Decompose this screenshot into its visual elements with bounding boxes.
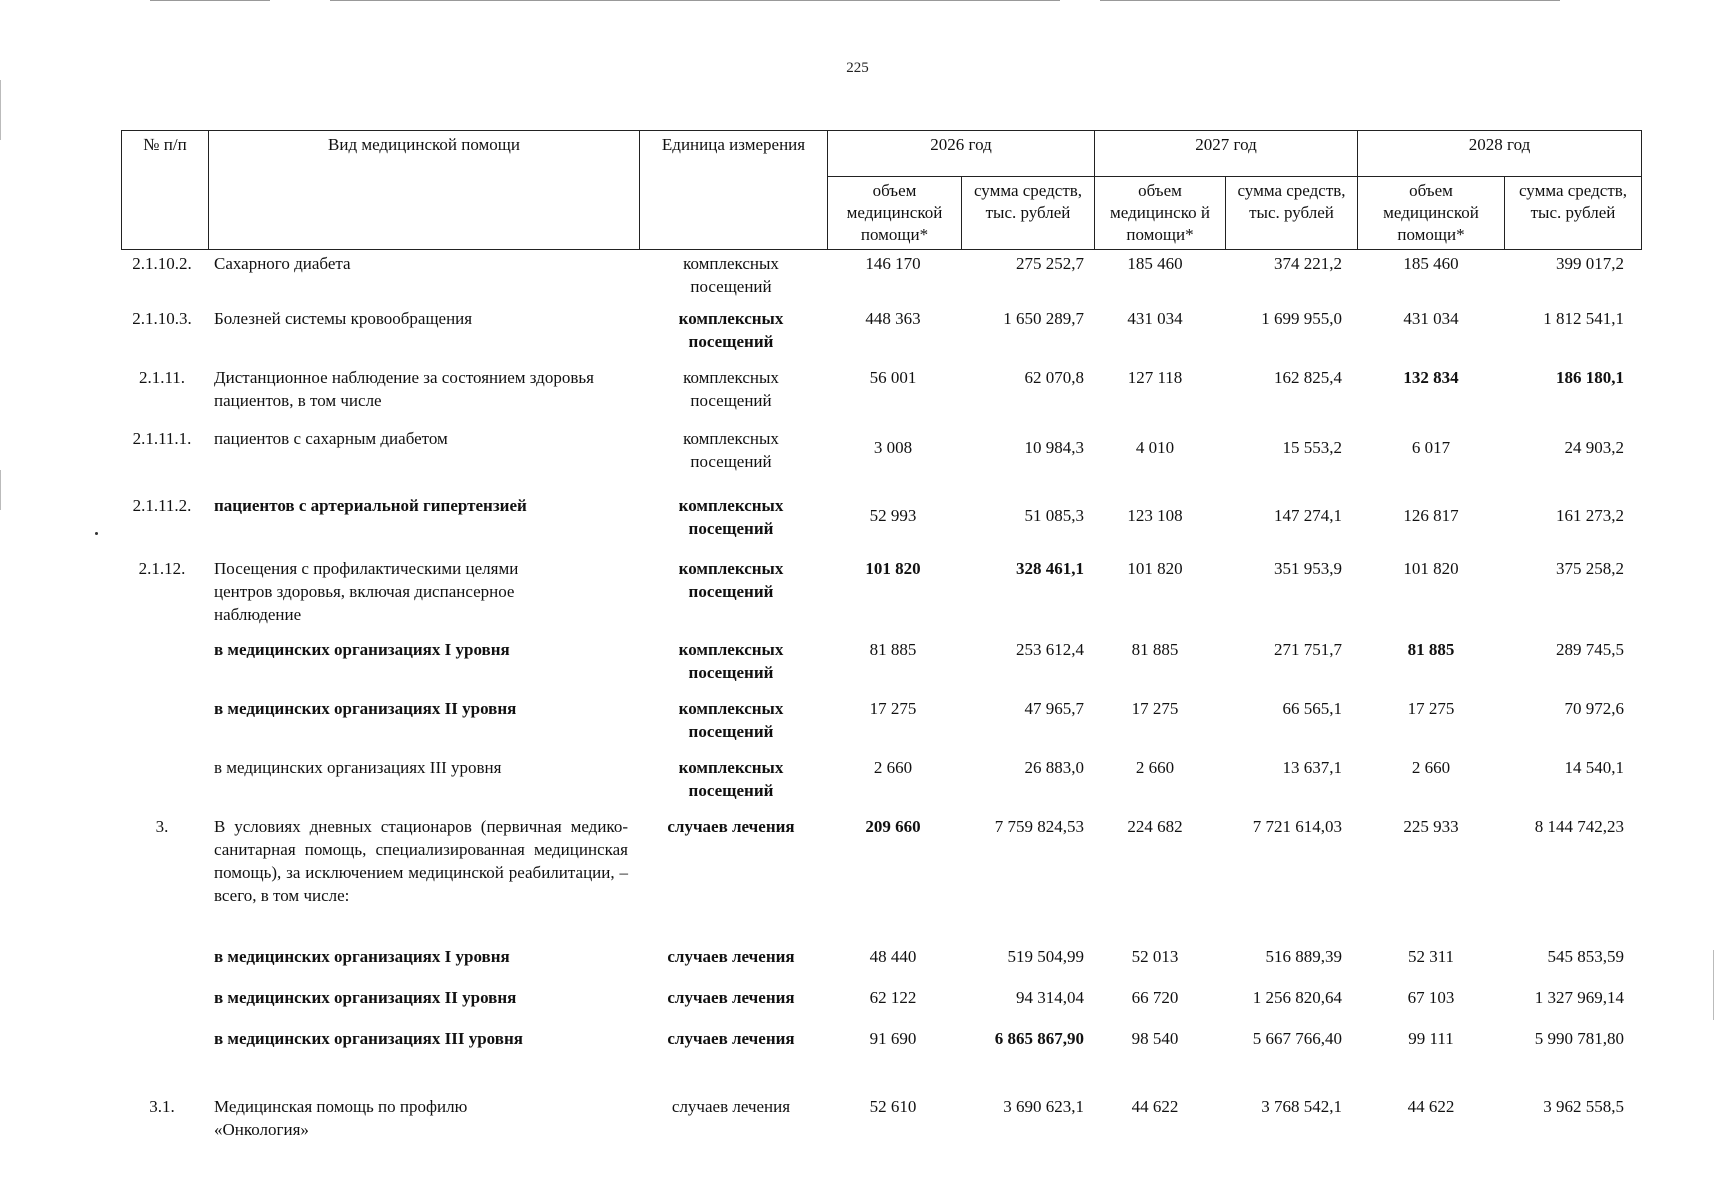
volume-2026: 52 610: [869, 1097, 917, 1116]
volume-2026: 209 660: [865, 817, 921, 836]
sum-2027: 516 889,39: [1265, 947, 1342, 966]
volume-2026: 2 660: [873, 758, 913, 777]
row-name: в медицинских организациях I уровня: [214, 640, 510, 659]
sum-2027: 271 751,7: [1274, 640, 1342, 659]
sum-2027: 1 699 955,0: [1261, 309, 1342, 328]
row-unit: случаев лечения: [667, 947, 795, 966]
row-name: Медицинская помощь по профилю «Онкология»: [214, 1097, 468, 1139]
sum-2028: 70 972,6: [1564, 699, 1624, 718]
volume-2027: 127 118: [1127, 368, 1183, 387]
sum-2026: 275 252,7: [1016, 254, 1084, 273]
sum-2026: 26 883,0: [1024, 758, 1084, 777]
volume-2026: 101 820: [865, 559, 921, 578]
volume-2026: 3 008: [873, 438, 913, 457]
sum-2027: 5 667 766,40: [1252, 1029, 1342, 1048]
row-name: в медицинских организациях II уровня: [214, 699, 517, 718]
volume-2028: 17 275: [1407, 699, 1455, 718]
volume-2026: 81 885: [869, 640, 917, 659]
sum-2027: 15 553,2: [1282, 438, 1342, 457]
volume-2027: 44 622: [1131, 1097, 1179, 1116]
sum-2026: 7 759 824,53: [994, 817, 1084, 836]
row-number: 3.1.: [149, 1097, 175, 1116]
volume-2027: 81 885: [1131, 640, 1179, 659]
row-number: 2.1.12.: [138, 559, 186, 578]
sum-2028: 1 327 969,14: [1534, 988, 1624, 1007]
sum-2028: 399 017,2: [1556, 254, 1624, 273]
row-number: 2.1.10.2.: [132, 254, 192, 273]
volume-2027: 185 460: [1127, 254, 1183, 273]
row-name: в медицинских организациях II уровня: [214, 988, 517, 1007]
scan-dot: [95, 532, 98, 535]
volume-2026: 146 170: [865, 254, 921, 273]
volume-2028: 44 622: [1407, 1097, 1455, 1116]
header-volume: объем медицинско й помощи*: [1095, 177, 1226, 250]
page-number: 225: [846, 60, 869, 76]
sum-2026: 51 085,3: [1024, 506, 1084, 525]
volume-2027: 4 010: [1135, 438, 1175, 457]
sum-2028: 14 540,1: [1564, 758, 1624, 777]
sum-2027: 66 565,1: [1282, 699, 1342, 718]
right-margin-mark: [1713, 950, 1714, 1020]
sum-2028: 1 812 541,1: [1543, 309, 1624, 328]
sum-2026: 62 070,8: [1024, 368, 1084, 387]
volume-2028: 81 885: [1407, 640, 1455, 659]
volume-2028: 99 111: [1408, 1029, 1454, 1048]
header-sum: сумма средств, тыс. рублей: [962, 177, 1095, 250]
sum-2028: 5 990 781,80: [1534, 1029, 1624, 1048]
volume-2028: 2 660: [1411, 758, 1451, 777]
sum-2027: 1 256 820,64: [1252, 988, 1342, 1007]
volume-2028: 101 820: [1403, 559, 1459, 578]
sum-2028: 545 853,59: [1547, 947, 1624, 966]
volume-2026: 91 690: [869, 1029, 917, 1048]
row-unit: комплексных посещений: [683, 254, 779, 296]
volume-2028: 431 034: [1403, 309, 1459, 328]
left-margin-mark: [0, 470, 1, 510]
sum-2026: 328 461,1: [1016, 559, 1084, 578]
volume-2026: 48 440: [869, 947, 917, 966]
sum-2028: 3 962 558,5: [1543, 1097, 1624, 1116]
volume-2027: 123 108: [1127, 506, 1183, 525]
volume-2027: 52 013: [1131, 947, 1179, 966]
row-number: 2.1.10.3.: [132, 309, 192, 328]
sum-2027: 162 825,4: [1274, 368, 1342, 387]
volume-2028: 67 103: [1407, 988, 1455, 1007]
volume-2027: 431 034: [1127, 309, 1183, 328]
header-kind: Вид медицинской помощи: [209, 131, 640, 250]
sum-2026: 253 612,4: [1016, 640, 1084, 659]
row-number: 2.1.11.2.: [132, 496, 192, 515]
volume-2026: 52 993: [869, 506, 917, 525]
row-name: Болезней системы кровообращения: [214, 309, 473, 328]
sum-2027: 3 768 542,1: [1261, 1097, 1342, 1116]
row-unit: случаев лечения: [667, 988, 795, 1007]
row-name: пациентов с артериальной гипертензией: [214, 496, 527, 515]
sum-2026: 1 650 289,7: [1003, 309, 1084, 328]
top-scan-line: [330, 0, 1060, 1]
row-name: пациентов с сахарным диабетом: [214, 429, 448, 448]
left-margin-mark: [0, 80, 1, 140]
row-unit: комплексных посещений: [683, 429, 779, 471]
sum-2026: 3 690 623,1: [1003, 1097, 1084, 1116]
sum-2028: 289 745,5: [1556, 640, 1624, 659]
volume-2026: 448 363: [865, 309, 921, 328]
volume-2027: 224 682: [1127, 817, 1183, 836]
header-sum: сумма средств, тыс. рублей: [1505, 177, 1642, 250]
row-name: в медицинских организациях I уровня: [214, 947, 510, 966]
volume-2027: 66 720: [1131, 988, 1179, 1007]
header-year-2026: 2026 год: [828, 131, 1095, 177]
row-unit: комплексных посещений: [678, 640, 784, 682]
volume-2027: 98 540: [1131, 1029, 1179, 1048]
sum-2028: 375 258,2: [1556, 559, 1624, 578]
row-unit: комплексных посещений: [678, 309, 784, 351]
row-unit: случаев лечения: [671, 1097, 791, 1116]
sum-2027: 374 221,2: [1274, 254, 1342, 273]
header-volume: объем медицинской помощи*: [1358, 177, 1505, 250]
header-sum: сумма средств, тыс. рублей: [1226, 177, 1358, 250]
row-name: в медицинских организациях III уровня: [214, 758, 502, 777]
row-unit: комплексных посещений: [678, 496, 784, 538]
header-year-2027: 2027 год: [1095, 131, 1358, 177]
sum-2028: 8 144 742,23: [1534, 817, 1624, 836]
row-name: В условиях дневных стационаров (первичная медико-санитарная помощь, специализированная медицинская помощь), за исключением медицинской реабилитации, – всего, в том числе:: [214, 817, 628, 905]
volume-2028: 52 311: [1407, 947, 1455, 966]
volume-2026: 17 275: [869, 699, 917, 718]
row-unit: комплексных посещений: [678, 699, 784, 741]
sum-2027: 13 637,1: [1282, 758, 1342, 777]
row-name: Посещения с профилактическими целями центров здоровья, включая диспансерное наблюдение: [214, 559, 519, 624]
sum-2028: 186 180,1: [1556, 368, 1624, 387]
table-header: [121, 130, 1642, 250]
sum-2027: 147 274,1: [1274, 506, 1342, 525]
header-num: № п/п: [122, 131, 209, 250]
sum-2026: 10 984,3: [1024, 438, 1084, 457]
header-unit: Единица измерения: [640, 131, 828, 250]
volume-2026: 56 001: [869, 368, 917, 387]
row-unit: комплексных посещений: [678, 758, 784, 800]
sum-2026: 6 865 867,90: [994, 1029, 1084, 1048]
top-scan-line: [150, 0, 270, 1]
volume-2028: 185 460: [1403, 254, 1459, 273]
volume-2028: 126 817: [1403, 506, 1459, 525]
sum-2026: 47 965,7: [1024, 699, 1084, 718]
row-number: 2.1.11.: [138, 368, 186, 387]
volume-2027: 2 660: [1135, 758, 1175, 777]
volume-2027: 101 820: [1127, 559, 1183, 578]
header-year-2028: 2028 год: [1358, 131, 1642, 177]
row-name: Дистанционное наблюдение за состоянием здоровья пациентов, в том числе: [214, 368, 594, 410]
row-number: 2.1.11.1.: [132, 429, 192, 448]
volume-2028: 225 933: [1403, 817, 1459, 836]
header-volume: объем медицинской помощи*: [828, 177, 962, 250]
sum-2028: 161 273,2: [1556, 506, 1624, 525]
row-unit: случаев лечения: [667, 817, 795, 836]
row-name: в медицинских организациях III уровня: [214, 1029, 523, 1048]
row-unit: комплексных посещений: [678, 559, 784, 601]
sum-2026: 519 504,99: [1007, 947, 1084, 966]
sum-2028: 24 903,2: [1564, 438, 1624, 457]
sum-2027: 7 721 614,03: [1252, 817, 1342, 836]
volume-2026: 62 122: [869, 988, 917, 1007]
row-name: Сахарного диабета: [214, 254, 351, 273]
top-scan-line: [1100, 0, 1560, 1]
volume-2028: 132 834: [1403, 368, 1459, 387]
row-unit: комплексных посещений: [683, 368, 779, 410]
volume-2027: 17 275: [1131, 699, 1179, 718]
row-number: 3.: [155, 817, 169, 836]
volume-2028: 6 017: [1411, 438, 1451, 457]
sum-2026: 94 314,04: [1016, 988, 1084, 1007]
row-unit: случаев лечения: [667, 1029, 795, 1048]
sum-2027: 351 953,9: [1274, 559, 1342, 578]
